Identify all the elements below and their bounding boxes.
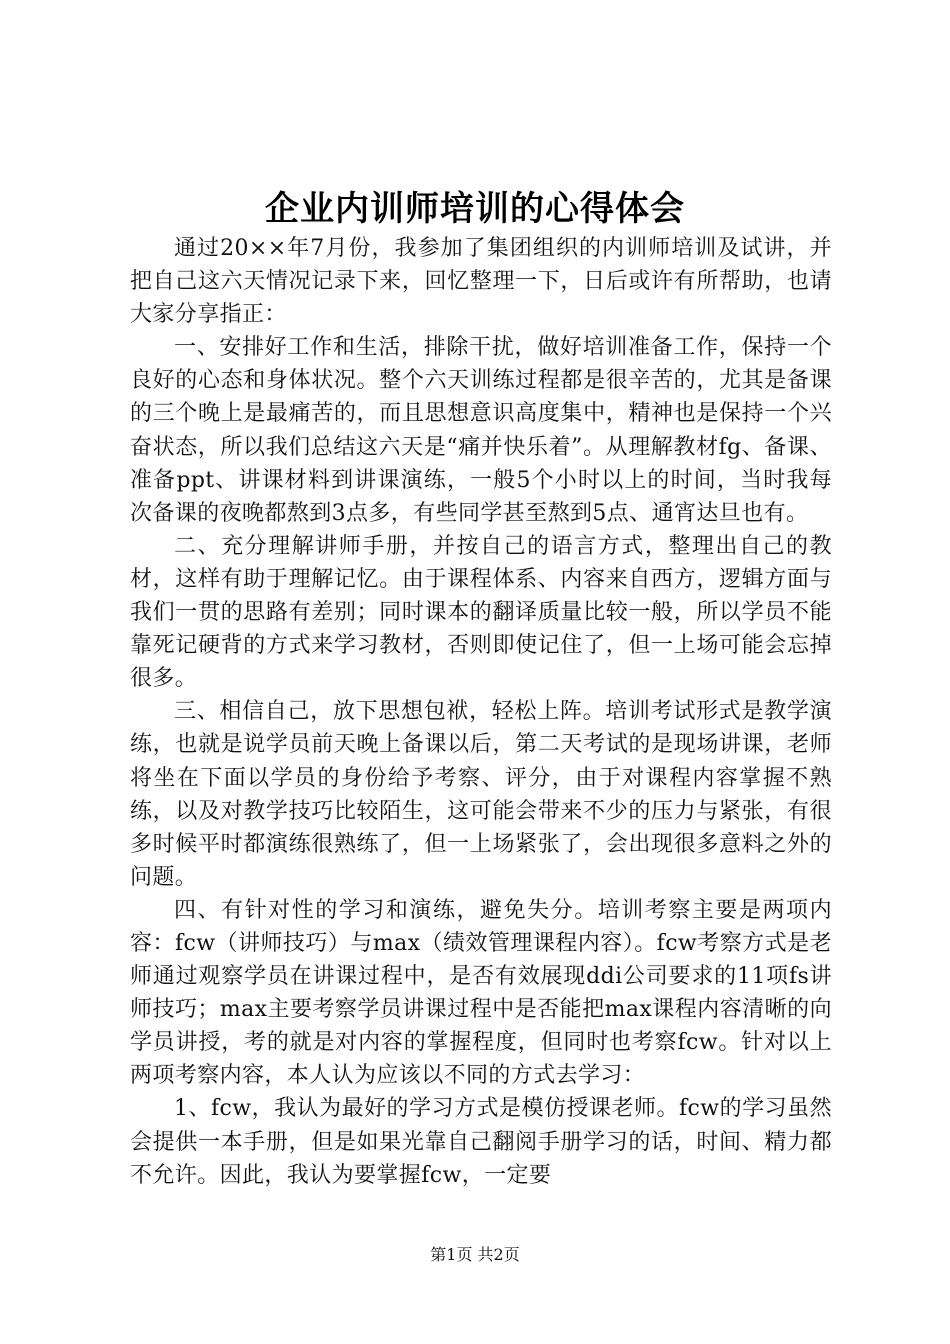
page-number-footer: 第1页 共2页: [430, 1245, 520, 1264]
document-title: 企业内训师培训的心得体会: [265, 189, 685, 229]
paragraph-point-4: 四、有针对性的学习和演练，避免失分。培训考察主要是两项内容：fcw（讲师技巧）与max（绩效管理课程内容）。fcw考察方式是老师通过观察学员在讲课过程中，是否有效展现ddi公司要求的11项fs讲师技巧；max主要考察学员讲课过程中是否能把max课程内容清晰的向学员讲授，考的就是对内容的掌握程度，但同时也考察fcw。针对以上两项考察内容，本人认为应该以不同的方式去学习：: [130, 897, 832, 1089]
paragraph-subpoint-1: 1、fcw，我认为最好的学习方式是模仿授课老师。fcw的学习虽然会提供一本手册，但是如果光靠自己翻阅手册学习的话，时间、精力都不允许。因此，我认为要掌握fcw，一定要: [130, 1096, 832, 1188]
paragraph-point-2: 二、充分理解讲师手册，并按自己的语言方式，整理出自己的教材，这样有助于理解记忆。由于课程体系、内容来自西方，逻辑方面与我们一贯的思路有差别；同时课本的翻译质量比较一般，所以学员不能靠死记硬背的方式来学习教材，否则即使记住了，但一上场可能会忘掉很多。: [130, 533, 832, 692]
paragraph-point-3: 三、相信自己，放下思想包袱，轻松上阵。培训考试形式是教学演练，也就是说学员前天晚上备课以后，第二天考试的是现场讲课，老师将坐在下面以学员的身份给予考察、评分，由于对课程内容掌握不熟练，以及对教学技巧比较陌生，这可能会带来不少的压力与紧张，有很多时候平时都演练很熟练了，但一上场紧张了，会出现很多意料之外的问题。: [130, 699, 832, 890]
document-body: [130, 232, 832, 1192]
paragraph-intro: 通过20××年7月份，我参加了集团组织的内训师培训及试讲，并把自己这六天情况记录下来，回忆整理一下，日后或许有所帮助，也请大家分享指正：: [130, 236, 832, 328]
paragraph-point-1: 一、安排好工作和生活，排除干扰，做好培训准备工作，保持一个良好的心态和身体状况。整个六天训练过程都是很辛苦的，尤其是备课的三个晚上是最痛苦的，而且思想意识高度集中，精神也是保持一个兴奋状态，所以我们总结这六天是“痛并快乐着”。从理解教材fg、备课、准备ppt、讲课材料到讲课演练，一般5个小时以上的时间，当时我每次备课的夜晚都熬到3点多，有些同学甚至熬到5点、通宵达旦也有。: [130, 335, 832, 526]
